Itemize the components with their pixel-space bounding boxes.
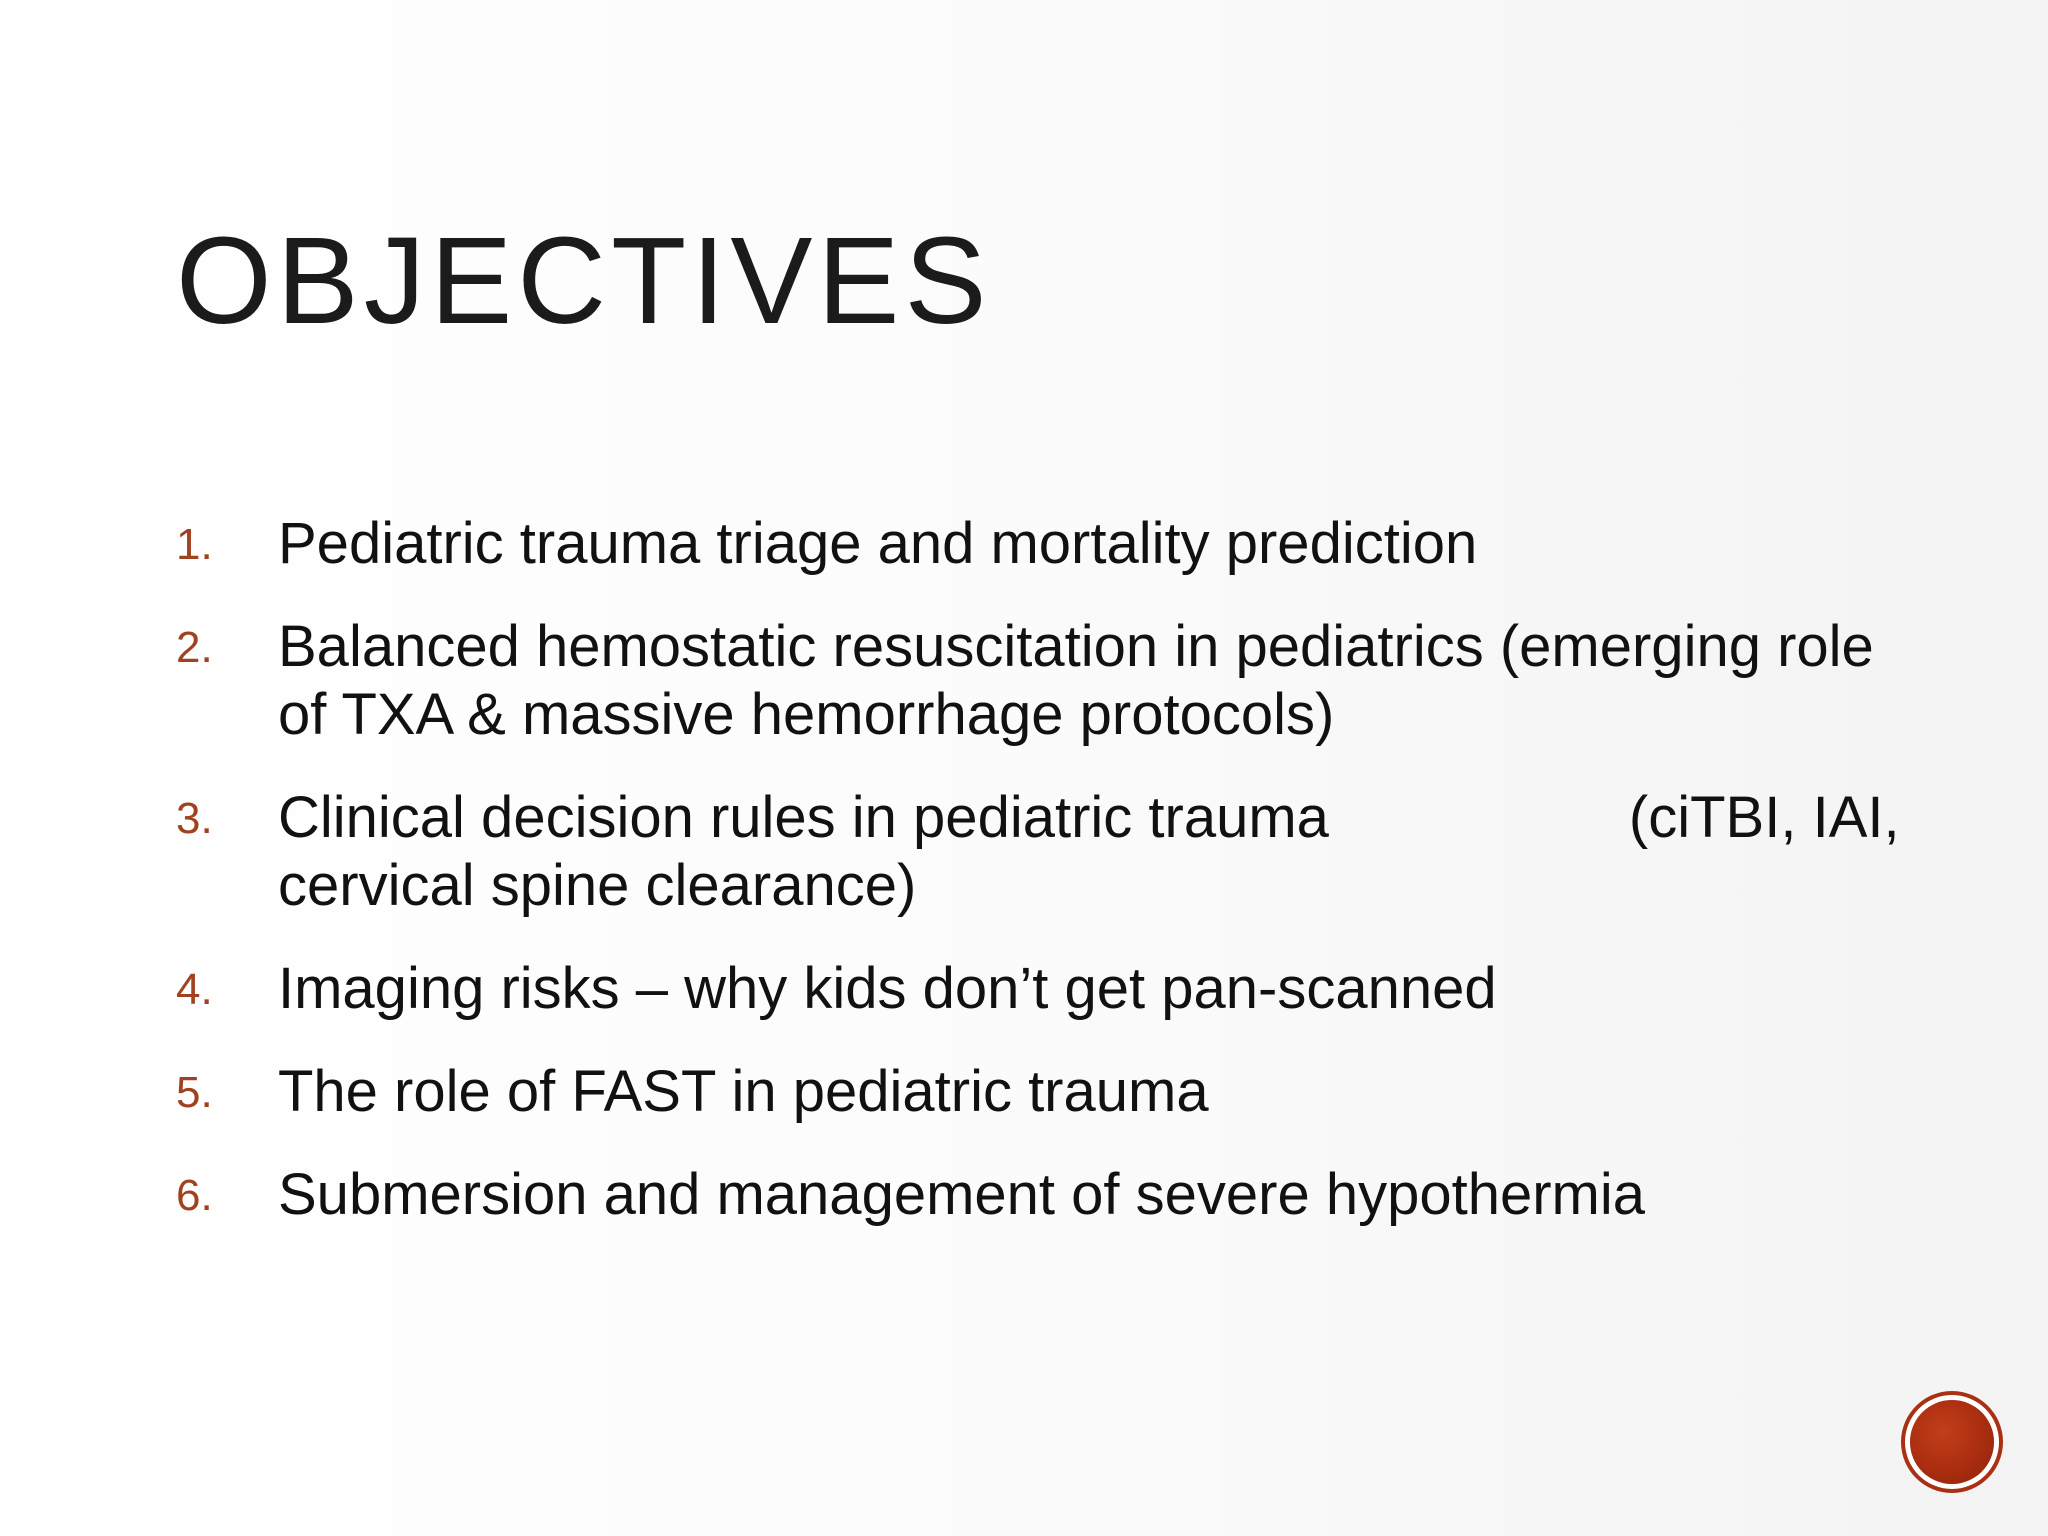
objective-number: 4.	[176, 965, 213, 1014]
objective-text	[278, 784, 1916, 920]
objective-item-3	[176, 784, 1916, 920]
objective-item-4	[176, 955, 1916, 1023]
slide-title: OBJECTIVES	[176, 213, 992, 350]
objective-number: 2.	[176, 623, 213, 672]
objective-item-5	[176, 1058, 1916, 1126]
objective-number: 5.	[176, 1068, 213, 1117]
objective-text: Balanced hemostatic resuscitation in pediatrics (emerging role of TXA & massive hemorrhage protocols)	[278, 614, 1874, 747]
objective-text: The role of FAST in pediatric trauma	[278, 1059, 1209, 1124]
objective-text: Imaging risks – why kids don’t get pan-scanned	[278, 956, 1497, 1021]
slide-number-badge-icon	[1910, 1400, 1994, 1484]
objective-item-1	[176, 510, 1916, 578]
objective-number: 1.	[176, 520, 213, 569]
objective-text: Submersion and management of severe hypothermia	[278, 1162, 1645, 1227]
objective-item-2	[176, 613, 1916, 749]
objective-text-part-1: Clinical decision rules in pediatric trauma	[278, 785, 1329, 850]
objective-text-part-2: (ciTBI, IAI, cervical spine clearance)	[278, 785, 1900, 918]
objective-number: 3.	[176, 794, 213, 843]
objectives-list	[176, 510, 1916, 1264]
objective-item-6	[176, 1161, 1916, 1229]
objective-number: 6.	[176, 1171, 213, 1220]
objective-text: Pediatric trauma triage and mortality prediction	[278, 511, 1478, 576]
